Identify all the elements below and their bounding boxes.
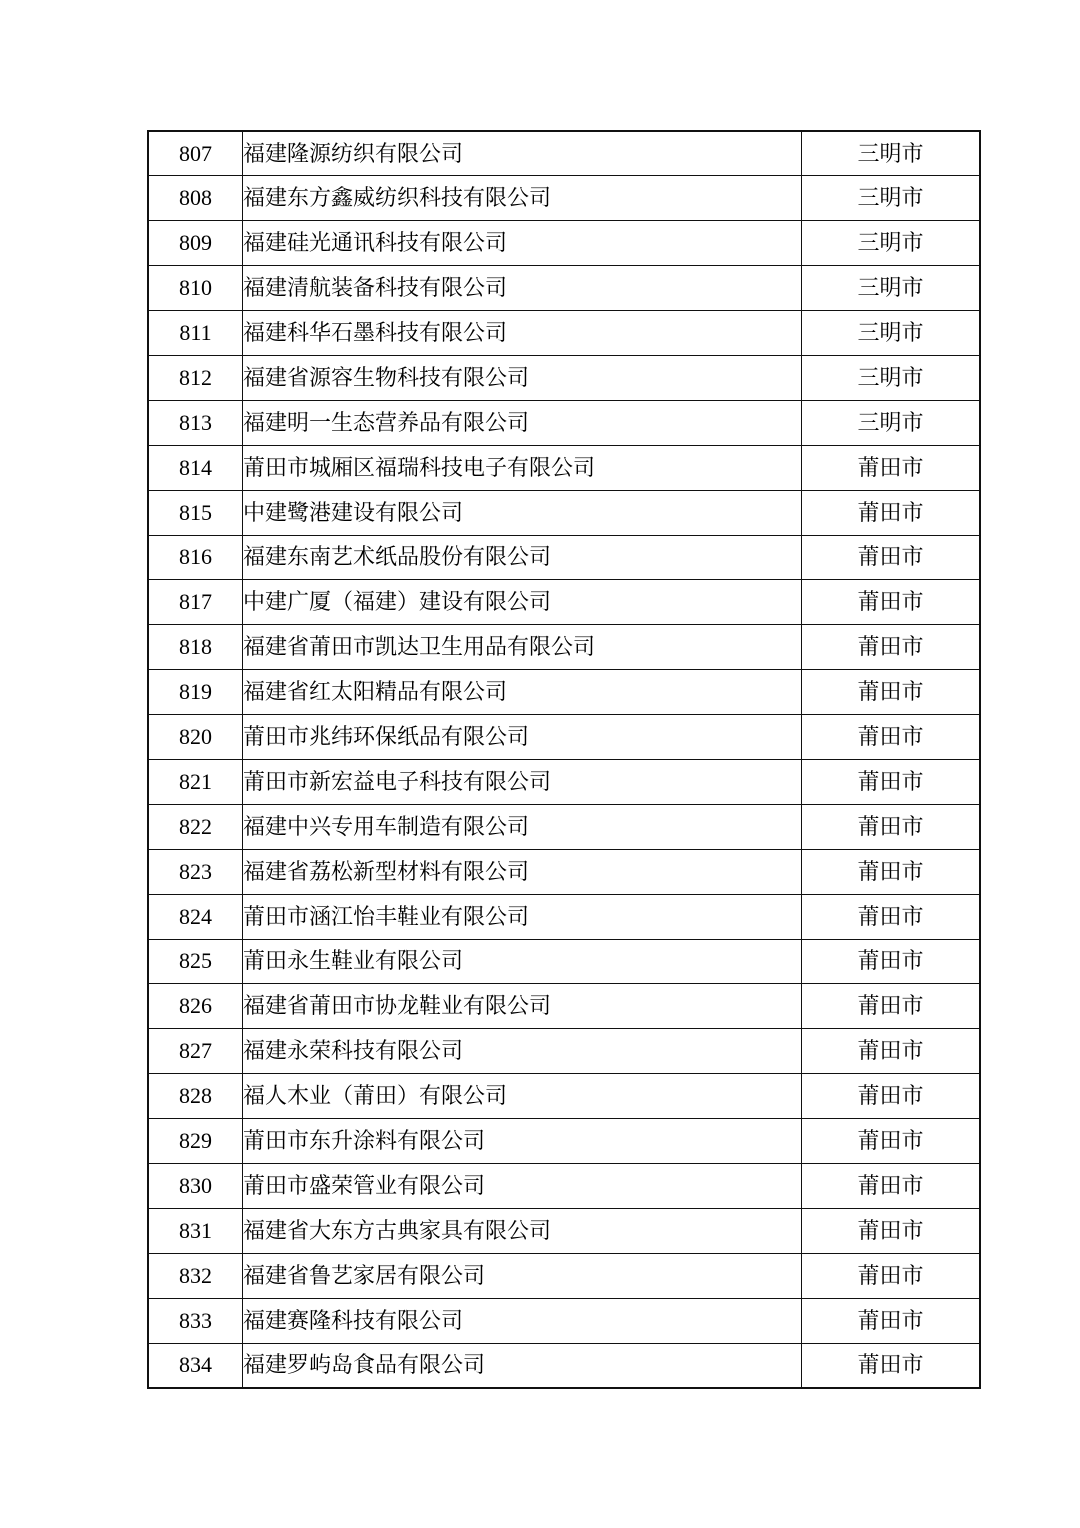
city-cell: 莆田市 <box>802 535 981 580</box>
company-name-cell: 莆田永生鞋业有限公司 <box>243 939 802 984</box>
row-index-cell: 827 <box>148 1029 243 1074</box>
city-cell: 三明市 <box>802 311 981 356</box>
row-index-cell: 834 <box>148 1343 243 1388</box>
row-index-cell: 822 <box>148 804 243 849</box>
row-index-cell: 830 <box>148 1163 243 1208</box>
row-index-cell: 818 <box>148 625 243 670</box>
company-name-cell: 福建硅光通讯科技有限公司 <box>243 221 802 266</box>
row-index-cell: 813 <box>148 400 243 445</box>
row-index-cell: 821 <box>148 759 243 804</box>
table-row <box>148 804 980 849</box>
table-row <box>148 131 980 176</box>
row-index-cell: 808 <box>148 176 243 221</box>
company-name-cell: 福人木业（莆田）有限公司 <box>243 1074 802 1119</box>
company-name-cell: 福建明一生态营养品有限公司 <box>243 400 802 445</box>
table-row <box>148 849 980 894</box>
city-cell: 莆田市 <box>802 670 981 715</box>
row-index-cell: 810 <box>148 266 243 311</box>
city-cell: 三明市 <box>802 355 981 400</box>
row-index-cell: 833 <box>148 1298 243 1343</box>
table-row <box>148 176 980 221</box>
company-name-cell: 莆田市新宏益电子科技有限公司 <box>243 759 802 804</box>
table-row <box>148 939 980 984</box>
city-cell: 莆田市 <box>802 445 981 490</box>
company-name-cell: 福建省莆田市凯达卫生用品有限公司 <box>243 625 802 670</box>
city-cell: 莆田市 <box>802 490 981 535</box>
row-index-cell: 824 <box>148 894 243 939</box>
company-list-table <box>147 130 981 1389</box>
table-row <box>148 1074 980 1119</box>
table-row <box>148 400 980 445</box>
row-index-cell: 816 <box>148 535 243 580</box>
city-cell: 莆田市 <box>802 759 981 804</box>
company-name-cell: 福建赛隆科技有限公司 <box>243 1298 802 1343</box>
company-name-cell: 福建省大东方古典家具有限公司 <box>243 1208 802 1253</box>
company-name-cell: 福建中兴专用车制造有限公司 <box>243 804 802 849</box>
table-row <box>148 1163 980 1208</box>
company-name-cell: 莆田市兆纬环保纸品有限公司 <box>243 715 802 760</box>
city-cell: 三明市 <box>802 400 981 445</box>
row-index-cell: 812 <box>148 355 243 400</box>
table-row <box>148 580 980 625</box>
table-row <box>148 1298 980 1343</box>
company-name-cell: 福建省荔松新型材料有限公司 <box>243 849 802 894</box>
company-name-cell: 中建广厦（福建）建设有限公司 <box>243 580 802 625</box>
row-index-cell: 823 <box>148 849 243 894</box>
company-name-cell: 福建罗屿岛食品有限公司 <box>243 1343 802 1388</box>
row-index-cell: 809 <box>148 221 243 266</box>
company-name-cell: 莆田市东升涂料有限公司 <box>243 1119 802 1164</box>
city-cell: 莆田市 <box>802 1163 981 1208</box>
row-index-cell: 819 <box>148 670 243 715</box>
row-index-cell: 828 <box>148 1074 243 1119</box>
company-name-cell: 福建永荣科技有限公司 <box>243 1029 802 1074</box>
table-row <box>148 221 980 266</box>
table-row <box>148 1029 980 1074</box>
table-row <box>148 759 980 804</box>
city-cell: 莆田市 <box>802 1253 981 1298</box>
row-index-cell: 831 <box>148 1208 243 1253</box>
table-row <box>148 894 980 939</box>
table-row <box>148 670 980 715</box>
city-cell: 莆田市 <box>802 580 981 625</box>
row-index-cell: 815 <box>148 490 243 535</box>
city-cell: 莆田市 <box>802 804 981 849</box>
city-cell: 莆田市 <box>802 1298 981 1343</box>
company-name-cell: 福建隆源纺织有限公司 <box>243 131 802 176</box>
company-name-cell: 福建科华石墨科技有限公司 <box>243 311 802 356</box>
row-index-cell: 829 <box>148 1119 243 1164</box>
table-row <box>148 311 980 356</box>
table-row <box>148 266 980 311</box>
row-index-cell: 807 <box>148 131 243 176</box>
row-index-cell: 832 <box>148 1253 243 1298</box>
company-name-cell: 福建东南艺术纸品股份有限公司 <box>243 535 802 580</box>
table-row <box>148 535 980 580</box>
row-index-cell: 811 <box>148 311 243 356</box>
company-name-cell: 福建清航装备科技有限公司 <box>243 266 802 311</box>
row-index-cell: 820 <box>148 715 243 760</box>
table-row <box>148 1253 980 1298</box>
company-table-body <box>148 131 980 1388</box>
city-cell: 莆田市 <box>802 984 981 1029</box>
city-cell: 莆田市 <box>802 1208 981 1253</box>
company-name-cell: 福建省红太阳精品有限公司 <box>243 670 802 715</box>
city-cell: 莆田市 <box>802 894 981 939</box>
city-cell: 莆田市 <box>802 939 981 984</box>
row-index-cell: 814 <box>148 445 243 490</box>
company-name-cell: 福建东方鑫威纺织科技有限公司 <box>243 176 802 221</box>
table-row <box>148 490 980 535</box>
row-index-cell: 826 <box>148 984 243 1029</box>
city-cell: 三明市 <box>802 266 981 311</box>
city-cell: 莆田市 <box>802 715 981 760</box>
company-name-cell: 福建省莆田市协龙鞋业有限公司 <box>243 984 802 1029</box>
city-cell: 莆田市 <box>802 1074 981 1119</box>
city-cell: 莆田市 <box>802 1029 981 1074</box>
city-cell: 三明市 <box>802 221 981 266</box>
city-cell: 莆田市 <box>802 849 981 894</box>
table-row <box>148 1343 980 1388</box>
company-name-cell: 莆田市城厢区福瑞科技电子有限公司 <box>243 445 802 490</box>
company-name-cell: 中建鹭港建设有限公司 <box>243 490 802 535</box>
company-name-cell: 福建省源容生物科技有限公司 <box>243 355 802 400</box>
company-name-cell: 莆田市涵江怡丰鞋业有限公司 <box>243 894 802 939</box>
city-cell: 三明市 <box>802 176 981 221</box>
table-row <box>148 715 980 760</box>
table-row <box>148 445 980 490</box>
row-index-cell: 825 <box>148 939 243 984</box>
company-name-cell: 福建省鲁艺家居有限公司 <box>243 1253 802 1298</box>
company-name-cell: 莆田市盛荣管业有限公司 <box>243 1163 802 1208</box>
city-cell: 三明市 <box>802 131 981 176</box>
table-row <box>148 625 980 670</box>
table-row <box>148 355 980 400</box>
city-cell: 莆田市 <box>802 1119 981 1164</box>
row-index-cell: 817 <box>148 580 243 625</box>
city-cell: 莆田市 <box>802 625 981 670</box>
city-cell: 莆田市 <box>802 1343 981 1388</box>
table-row <box>148 1119 980 1164</box>
table-row <box>148 984 980 1029</box>
table-row <box>148 1208 980 1253</box>
